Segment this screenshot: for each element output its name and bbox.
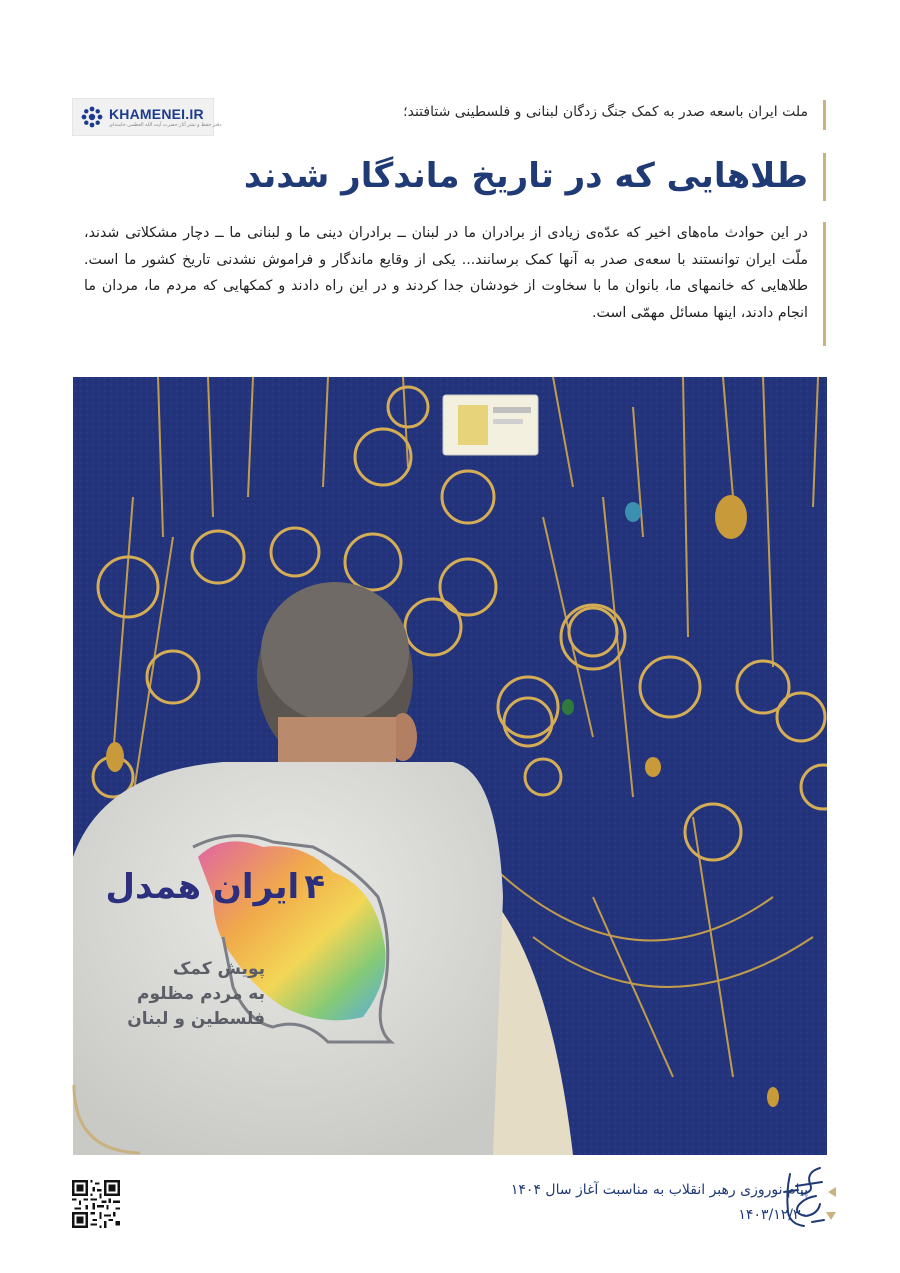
vest-line-2: به مردم مظلوم	[137, 984, 265, 1004]
vest-line-3: فلسطین و لبنان	[127, 1009, 265, 1029]
logo-text: KHAMENEI.IR	[109, 105, 204, 122]
footer-occasion: پیام نوروزی رهبر انقلاب به مناسبت آغاز سال ۱۴۰۴	[510, 1182, 808, 1198]
subtitle: ملت ایران باسعه صدر به کمک جنگ زدگان لبنانی و فلسطینی شتافتند؛	[403, 104, 808, 120]
page-title: طلاهایی که در تاریخ ماندگار شدند	[243, 156, 808, 196]
quote-body: در این حوادث ماه‌های اخیر که عدّه‌ی زیادی از برادران ما در لبنان ــ برادران دینی ما و لبنانی ما ــ دچار مشکلاتی شدند، ملّت ایران توانستند با سعه‌ی صدر به آنها کمک برسانند... یکی از وقایع ماندگار و فراموش نشدنی تاریخ کشور ما است. طلاهایی که خانمهای ما، بانوان ما با سخاوت از خودشان جدا کردند و در این راه دادند و کمکهایی که مردم ما، مردان ما انجام دادند، اینها مسائل مهمّی است.	[84, 225, 808, 321]
logo-subtext: دفتر حفظ و نشر آثار حضرت آیت الله العظمی خامنه‌ای	[109, 121, 222, 128]
vest-campaign-text	[93, 957, 265, 1032]
footer-date: ۱۴۰۳/۱۲/۳۰	[738, 1207, 808, 1223]
accent-bar-subtitle	[823, 100, 826, 130]
vest-logo-number: ۴	[304, 867, 325, 907]
triangle-left-icon	[828, 1187, 836, 1197]
vest-logo	[95, 867, 325, 907]
vest-line-1: پویش کمک	[172, 959, 265, 979]
corner-ornament	[60, 1085, 140, 1165]
accent-bar-headline	[823, 153, 826, 201]
accent-bar-body	[823, 222, 826, 346]
logo-emblem-icon	[79, 104, 105, 130]
khamenei-logo[interactable]	[72, 98, 222, 136]
calligraphy-signature-icon	[776, 1162, 828, 1232]
gold-donation-photo	[73, 377, 827, 1155]
qr-code[interactable]	[72, 1180, 120, 1228]
vest-logo-text: ایران همدل	[105, 867, 300, 907]
